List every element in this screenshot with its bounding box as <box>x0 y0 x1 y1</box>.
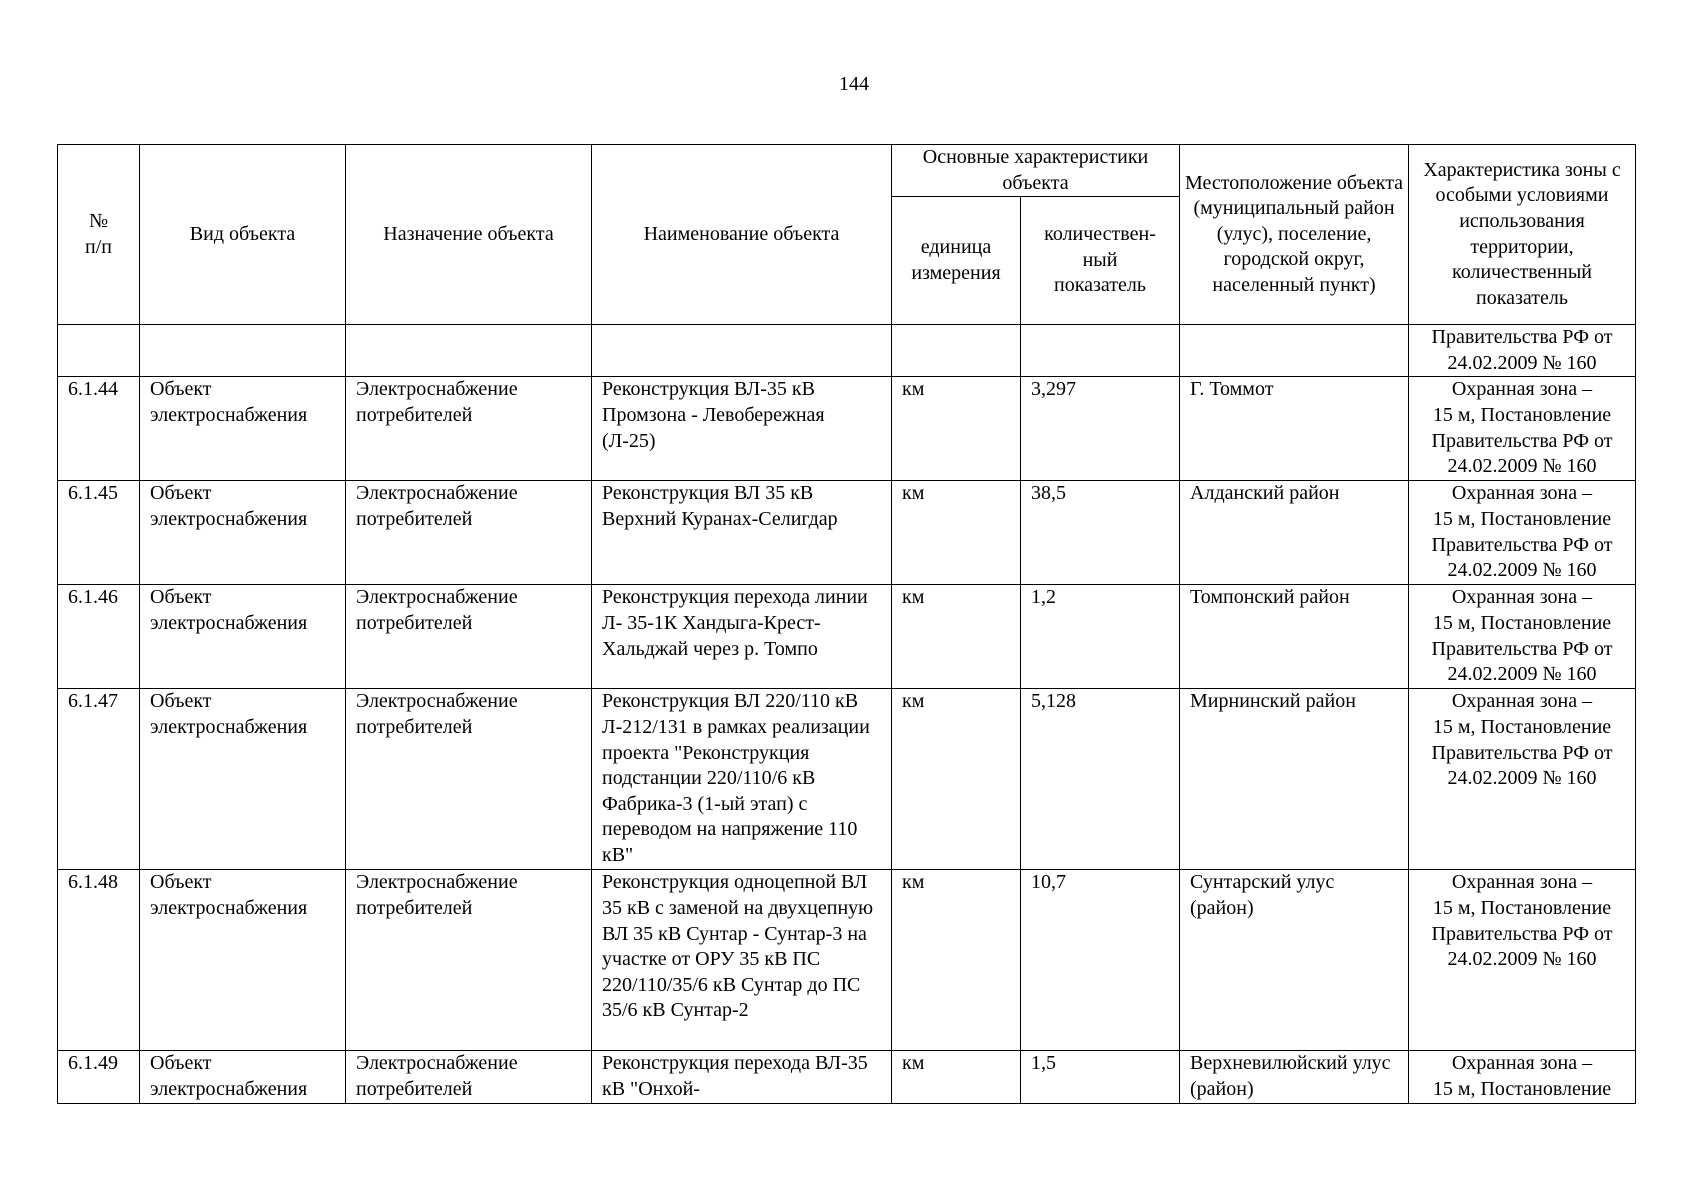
cell-num: 6.1.44 <box>58 377 140 481</box>
cell-num <box>58 325 140 377</box>
cell-purpose: Электроснабжение потребителей <box>346 377 592 481</box>
cell-num: 6.1.46 <box>58 585 140 689</box>
cell-name: Реконструкция перехода линии Л- 35-1К Хандыга-Крест-Хальджай через р. Томпо <box>592 585 892 689</box>
cell-quantity: 38,5 <box>1021 481 1180 585</box>
cell-type: Объект электроснабжения <box>140 870 346 1051</box>
cell-type: Объект электроснабжения <box>140 689 346 870</box>
cell-num: 6.1.49 <box>58 1051 140 1103</box>
table-row <box>58 585 1636 689</box>
table-header <box>58 145 1636 325</box>
cell-unit: км <box>892 377 1021 481</box>
header-zone: Характеристика зоны с особыми условиями использования территории, количественный показатель <box>1409 145 1636 325</box>
header-purpose: Назначение объекта <box>346 145 592 325</box>
cell-type: Объект электроснабжения <box>140 481 346 585</box>
table-row <box>58 481 1636 585</box>
cell-quantity: 10,7 <box>1021 870 1180 1051</box>
table-body <box>58 325 1636 1103</box>
cell-name: Реконструкция ВЛ 220/110 кВ Л-212/131 в рамках реализации проекта "Реконструкция подстанции 220/110/6 кВ Фабрика-3 (1-ый этап) с переводом на напряжение 110 кВ" <box>592 689 892 870</box>
header-location: Местоположение объекта (муниципальный район (улус), поселение, городской округ, населенный пункт) <box>1180 145 1409 325</box>
table-row-continuation <box>58 325 1636 377</box>
cell-num: 6.1.45 <box>58 481 140 585</box>
cell-quantity: 3,297 <box>1021 377 1180 481</box>
page-number: 144 <box>839 73 869 95</box>
objects-table <box>57 144 1636 1104</box>
cell-zone: Охранная зона – 15 м, Постановление Правительства РФ от 24.02.2009 № 160 <box>1409 377 1636 481</box>
header-unit: единица измерения <box>892 197 1021 325</box>
header-quantity: количествен- ный показатель <box>1021 197 1180 325</box>
cell-zone: Охранная зона – 15 м, Постановление <box>1409 1051 1636 1103</box>
cell-name: Реконструкция ВЛ 35 кВ Верхний Куранах-Селигдар <box>592 481 892 585</box>
cell-name: Реконструкция перехода ВЛ-35 кВ "Онхой- <box>592 1051 892 1103</box>
cell-zone: Правительства РФ от 24.02.2009 № 160 <box>1409 325 1636 377</box>
cell-purpose <box>346 325 592 377</box>
cell-purpose: Электроснабжение потребителей <box>346 689 592 870</box>
cell-type: Объект электроснабжения <box>140 585 346 689</box>
table-row <box>58 870 1636 1051</box>
cell-unit: км <box>892 1051 1021 1103</box>
cell-num: 6.1.47 <box>58 689 140 870</box>
cell-purpose: Электроснабжение потребителей <box>346 870 592 1051</box>
cell-zone: Охранная зона – 15 м, Постановление Правительства РФ от 24.02.2009 № 160 <box>1409 481 1636 585</box>
cell-unit: км <box>892 481 1021 585</box>
cell-unit: км <box>892 585 1021 689</box>
table-row <box>58 1051 1636 1103</box>
cell-location: Сунтарский улус (район) <box>1180 870 1409 1051</box>
cell-location <box>1180 325 1409 377</box>
cell-quantity: 5,128 <box>1021 689 1180 870</box>
cell-name: Реконструкция одноцепной ВЛ 35 кВ с заменой на двухцепную ВЛ 35 кВ Сунтар - Сунтар-3 на участке от ОРУ 35 кВ ПС 220/110/35/6 кВ Сунтар до ПС 35/6 кВ Сунтар-2 <box>592 870 892 1051</box>
cell-location: Мирнинский район <box>1180 689 1409 870</box>
cell-zone: Охранная зона – 15 м, Постановление Правительства РФ от 24.02.2009 № 160 <box>1409 689 1636 870</box>
cell-type <box>140 325 346 377</box>
cell-purpose: Электроснабжение потребителей <box>346 585 592 689</box>
header-name: Наименование объекта <box>592 145 892 325</box>
cell-unit: км <box>892 870 1021 1051</box>
header-num: № п/п <box>58 145 140 325</box>
cell-name: Реконструкция ВЛ-35 кВ Промзона - Левобережная (Л-25) <box>592 377 892 481</box>
table-row <box>58 689 1636 870</box>
cell-purpose: Электроснабжение потребителей <box>346 481 592 585</box>
header-main-characteristics: Основные характеристики объекта <box>892 145 1180 197</box>
cell-purpose: Электроснабжение потребителей <box>346 1051 592 1103</box>
cell-unit: км <box>892 689 1021 870</box>
cell-type: Объект электроснабжения <box>140 1051 346 1103</box>
cell-location: Верхневилюйский улус (район) <box>1180 1051 1409 1103</box>
cell-location: Г. Томмот <box>1180 377 1409 481</box>
cell-location: Томпонский район <box>1180 585 1409 689</box>
cell-unit <box>892 325 1021 377</box>
cell-location: Алданский район <box>1180 481 1409 585</box>
cell-quantity: 1,5 <box>1021 1051 1180 1103</box>
cell-num: 6.1.48 <box>58 870 140 1051</box>
cell-quantity: 1,2 <box>1021 585 1180 689</box>
cell-quantity <box>1021 325 1180 377</box>
cell-zone: Охранная зона – 15 м, Постановление Правительства РФ от 24.02.2009 № 160 <box>1409 870 1636 1051</box>
cell-name <box>592 325 892 377</box>
cell-zone: Охранная зона – 15 м, Постановление Правительства РФ от 24.02.2009 № 160 <box>1409 585 1636 689</box>
table-row <box>58 377 1636 481</box>
cell-type: Объект электроснабжения <box>140 377 346 481</box>
header-type: Вид объекта <box>140 145 346 325</box>
